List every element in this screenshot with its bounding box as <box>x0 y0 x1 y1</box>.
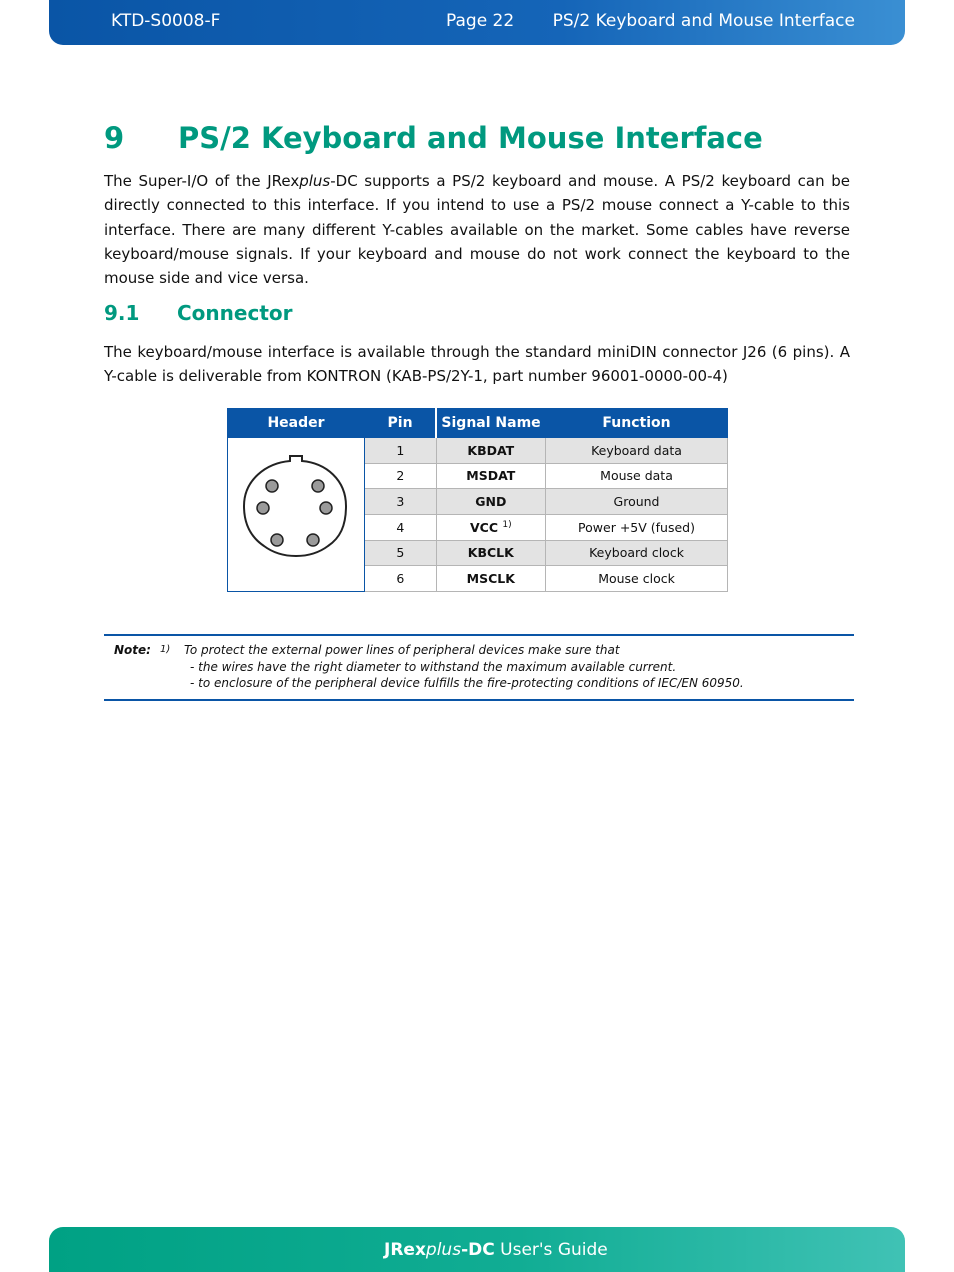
signal-name <box>436 540 545 566</box>
document-id: KTD-S0008-F <box>111 11 221 31</box>
pin-number: 4 <box>365 514 437 540</box>
chapter-number: 9 <box>104 121 125 155</box>
page-footer <box>49 1227 905 1272</box>
table-row <box>228 438 728 464</box>
pin-number: 3 <box>365 489 437 515</box>
chapter-intro-paragraph <box>104 169 850 290</box>
page-number: Page 22 <box>446 11 515 31</box>
note-line: - to enclosure of the peripheral device fulfills the fire-protecting conditions of IEC/EN 60950. <box>190 676 744 690</box>
footer-brand-a: JRex <box>384 1240 426 1260</box>
col-header: Header <box>228 409 365 438</box>
signal-name <box>436 566 545 592</box>
pin-number: 1 <box>365 438 437 464</box>
pin-function: Ground <box>546 489 728 515</box>
footer-guide-title <box>384 1240 608 1260</box>
note-block <box>104 634 854 701</box>
signal-name-text: VCC <box>469 519 499 535</box>
section-number: 9.1 <box>104 301 140 325</box>
signal-name-text: KBCLK <box>467 545 514 561</box>
col-header: Signal Name <box>436 409 545 438</box>
pin-function: Power +5V (fused) <box>546 514 728 540</box>
pin-function: Mouse data <box>546 463 728 489</box>
pin-number: 6 <box>365 566 437 592</box>
chapter-heading <box>104 121 763 155</box>
signal-name-text: KBDAT <box>467 442 515 458</box>
section-title: Connector <box>177 301 293 325</box>
note-line: - the wires have the right diameter to withstand the maximum available current. <box>190 660 677 674</box>
intro-text-rest: -DC supports a PS/2 keyboard and mouse. A PS/2 keyboard can be directly connected to this interface. If you intend to use a PS/2 mouse connect a Y-cable to this interface. There are many different Y-cables available on the market. Some cables have reverse keyboard/mouse signals. If your keyboard and mouse do not work connect the keyboard to the mouse side and vice versa. <box>104 172 850 288</box>
note-number: 1) <box>160 644 171 655</box>
signal-name <box>436 438 545 464</box>
pin-number: 5 <box>365 540 437 566</box>
signal-name <box>436 514 545 540</box>
page-header <box>49 0 905 45</box>
footer-rest: User's Guide <box>494 1240 608 1260</box>
connector-diagram-cell <box>228 438 365 592</box>
pin-function: Keyboard clock <box>546 540 728 566</box>
intro-text-start: The Super-I/O of the JRex <box>104 172 300 190</box>
intro-text-italic: plus <box>299 172 331 190</box>
col-header: Pin <box>365 409 437 438</box>
note-label: Note: <box>114 643 151 657</box>
signal-name-text: MSCLK <box>466 571 515 587</box>
footer-brand-c: -DC <box>461 1240 495 1260</box>
signal-name-text: MSDAT <box>466 468 516 484</box>
header-section-title: PS/2 Keyboard and Mouse Interface <box>552 11 855 31</box>
section-heading <box>104 301 292 325</box>
section-paragraph: The keyboard/mouse interface is available through the standard miniDIN connector J26 (6 pins). A Y-cable is deliverable from KONTRON (KAB-PS/2Y-1, part number 96001-0000-00-4) <box>104 343 850 386</box>
pin-assignment-table <box>227 408 728 592</box>
col-header: Function <box>546 409 728 438</box>
pin-number: 2 <box>365 463 437 489</box>
signal-name <box>436 463 545 489</box>
chapter-title: PS/2 Keyboard and Mouse Interface <box>178 121 763 155</box>
signal-name-text: GND <box>475 494 507 510</box>
pin-function: Mouse clock <box>546 566 728 592</box>
footer-brand-b: plus <box>425 1240 462 1260</box>
note-line: To protect the external power lines of peripheral devices make sure that <box>184 643 620 657</box>
pin-function: Keyboard data <box>546 438 728 464</box>
minidin-connector-icon <box>228 438 364 588</box>
footnote-marker: 1) <box>502 519 512 530</box>
table-header-row <box>228 409 728 438</box>
signal-name <box>436 489 545 515</box>
